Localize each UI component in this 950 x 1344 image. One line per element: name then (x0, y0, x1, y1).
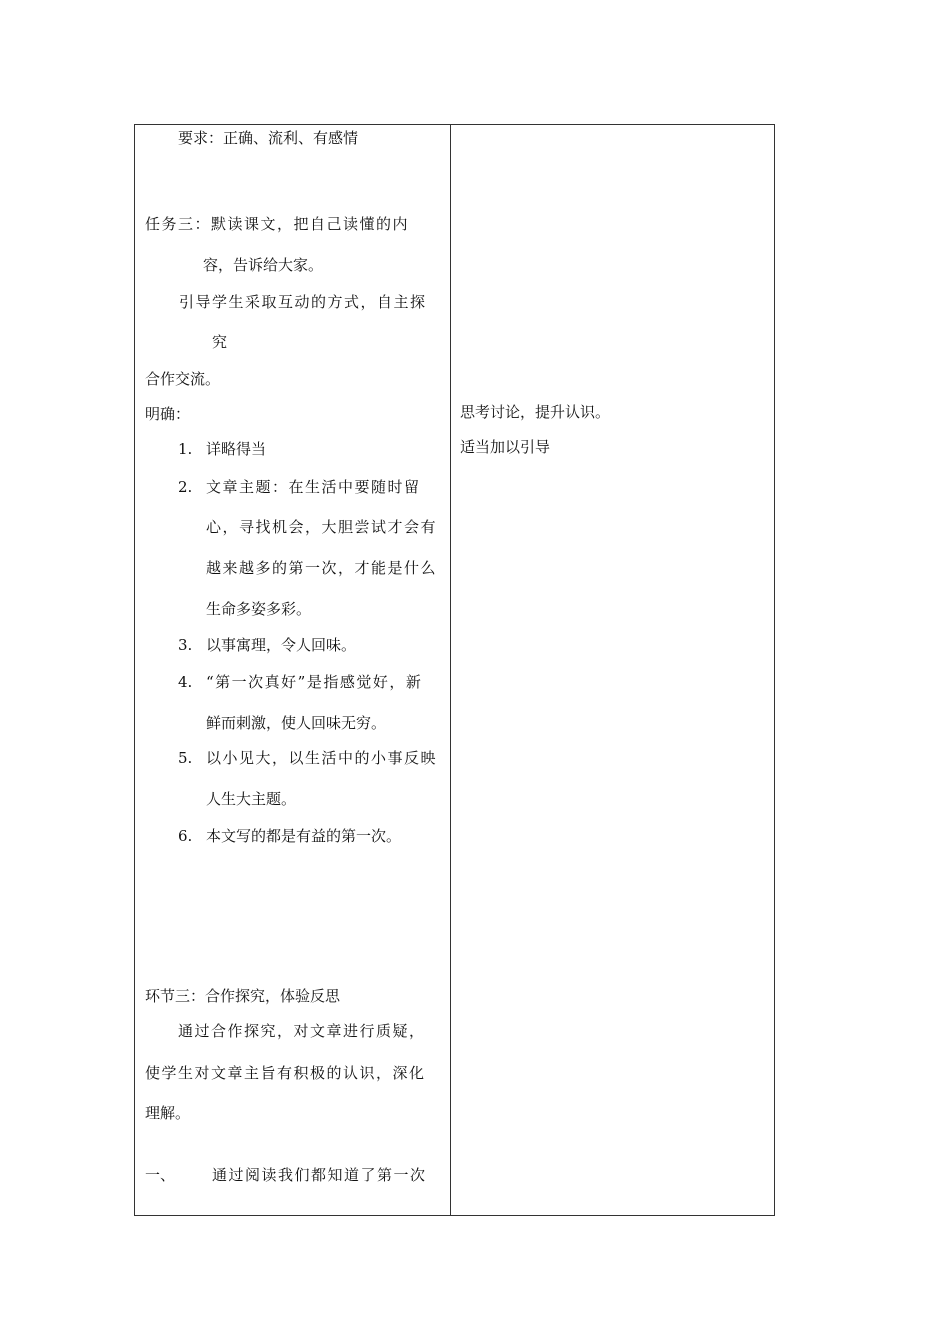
right-note-line2: 适当加以引导 (460, 438, 551, 456)
section3-paragraph-line1: 通过合作探究，对文章进行质疑， (178, 1022, 426, 1040)
item-text: 文章主题：在生活中要随时留 (206, 478, 421, 496)
guide-line3: 合作交流。 (145, 370, 221, 388)
item-text: 鲜而刺激，使人回味无穷。 (206, 714, 387, 732)
guide-line1: 引导学生采取互动的方式，自主探 (179, 293, 427, 311)
item-text: 越来越多的第一次，才能是什么 (206, 559, 438, 577)
task3-line2: 容，告诉给大家。 (203, 256, 324, 274)
section3-paragraph-line2: 使学生对文章主旨有积极的认识，深化 (145, 1064, 426, 1082)
right-note-line1: 思考讨论，提升认识。 (460, 403, 611, 421)
clarify-label: 明确： (145, 405, 191, 423)
item-number: 3. (178, 636, 193, 654)
item-number: 2. (178, 478, 193, 496)
list-marker: 一、 (145, 1166, 176, 1184)
guide-line2: 究 (212, 333, 228, 351)
item-text: 以事寓理，令人回味。 (206, 636, 357, 654)
item-number: 5. (178, 749, 193, 767)
item-text: 详略得当 (206, 440, 267, 458)
item-text: 以小见大，以生活中的小事反映 (206, 749, 438, 767)
item-number: 4. (178, 673, 193, 691)
list-item-text: 通过阅读我们都知道了第一次 (212, 1166, 427, 1184)
lesson-plan-table (134, 124, 775, 1216)
column-divider (450, 125, 451, 1215)
item-number: 6. (178, 827, 193, 845)
item-text: “第一次真好”是指感觉好，新 (206, 673, 423, 691)
item-number: 1. (178, 440, 193, 458)
item-text: 人生大主题。 (206, 790, 297, 808)
requirement-text: 要求：正确、流利、有感情 (178, 129, 359, 147)
task3-line1: 任务三：默读课文，把自己读懂的内 (145, 215, 410, 233)
item-text: 本文写的都是有益的第一次。 (206, 827, 402, 845)
item-text: 心，寻找机会，大胆尝试才会有 (206, 518, 438, 536)
item-text: 生命多姿多彩。 (206, 600, 312, 618)
section3-title: 环节三：合作探究，体验反思 (145, 987, 341, 1005)
section3-paragraph-line3: 理解。 (145, 1104, 191, 1122)
